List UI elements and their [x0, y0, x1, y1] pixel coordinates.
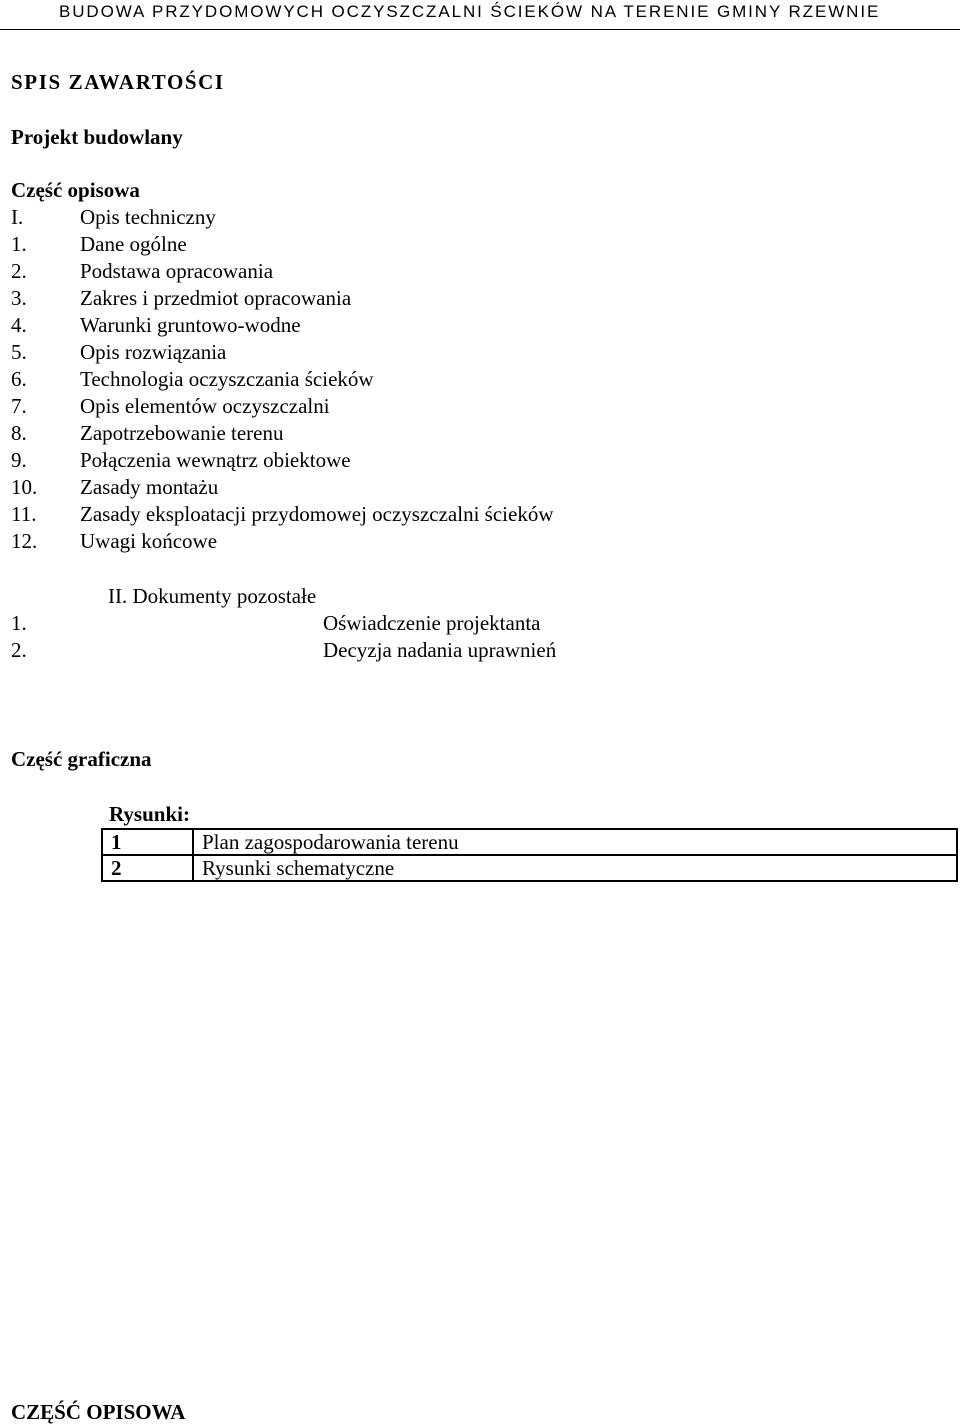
- other-doc-label: Decyzja nadania uprawnień: [323, 638, 557, 662]
- toc-item-label: Opis rozwiązania: [80, 340, 227, 364]
- toc-item: [11, 367, 374, 392]
- toc-item-label: Opis elementów oczyszczalni: [80, 394, 330, 418]
- toc-item-label: Warunki gruntowo-wodne: [80, 313, 301, 337]
- table-row: [102, 829, 957, 855]
- toc-item: [11, 259, 273, 284]
- toc-item: [11, 394, 330, 419]
- toc-item-label: Połączenia wewnątrz obiektowe: [80, 448, 351, 472]
- header-title: BUDOWA PRZYDOMOWYCH OCZYSZCZALNI ŚCIEKÓW NA TERENIE GMINY RZEWNIE: [59, 2, 881, 21]
- toc-item-number: 12.: [11, 529, 38, 553]
- toc-item-number: 2.: [11, 259, 27, 283]
- toc-item-number: 4.: [11, 313, 27, 337]
- other-doc-label: Oświadczenie projektanta: [323, 611, 541, 635]
- section-one-number: I.: [11, 205, 24, 229]
- section-two-heading: II. Dokumenty pozostałe: [108, 584, 317, 608]
- toc-item: [11, 502, 553, 527]
- toc-item-number: 7.: [11, 394, 27, 418]
- toc-item-number: 9.: [11, 448, 27, 472]
- toc-item-label: Uwagi końcowe: [80, 529, 218, 553]
- toc-item-number: 1.: [11, 232, 27, 256]
- toc-item: [11, 313, 301, 338]
- part-descriptive-heading: Część opisowa: [11, 178, 140, 202]
- toc-item-number: 3.: [11, 286, 27, 310]
- other-doc-number: 1.: [11, 611, 27, 635]
- toc-item: [11, 421, 283, 446]
- footer-heading: CZĘŚĆ OPISOWA: [11, 1400, 186, 1424]
- toc-item-label: Zasady eksploatacji przydomowej oczyszczalni ścieków: [80, 502, 554, 526]
- drawings-label: Rysunki:: [109, 802, 190, 826]
- page-header: [0, 0, 960, 30]
- toc-item-number: 5.: [11, 340, 27, 364]
- toc-title: SPIS ZAWARTOŚCI: [11, 70, 225, 94]
- drawing-label: Rysunki schematyczne: [193, 855, 957, 881]
- project-label: Projekt budowlany: [11, 125, 183, 149]
- drawing-number: 1: [102, 829, 193, 855]
- drawing-label: Plan zagospodarowania terenu: [193, 829, 957, 855]
- toc-item-label: Podstawa opracowania: [80, 259, 274, 283]
- toc-item: [11, 529, 217, 554]
- toc-item-label: Zasady montażu: [80, 475, 219, 499]
- toc-item-number: 6.: [11, 367, 27, 391]
- toc-item: [11, 286, 351, 311]
- table-row: [102, 855, 957, 881]
- toc-item: [11, 448, 351, 473]
- section-one-label: Opis techniczny: [80, 205, 216, 229]
- part-graphic-heading: Część graficzna: [11, 747, 152, 771]
- drawing-number: 2: [102, 855, 193, 881]
- toc-item-label: Zakres i przedmiot opracowania: [80, 286, 352, 310]
- other-doc-number: 2.: [11, 638, 27, 662]
- toc-item-label: Dane ogólne: [80, 232, 187, 256]
- section-one-row: [11, 205, 216, 230]
- toc-item-label: Zapotrzebowanie terenu: [80, 421, 284, 445]
- toc-item-number: 8.: [11, 421, 27, 445]
- toc-item: [11, 475, 218, 500]
- toc-item-label: Technologia oczyszczania ścieków: [80, 367, 374, 391]
- toc-item: [11, 232, 187, 257]
- toc-item: [11, 340, 226, 365]
- toc-item-number: 10.: [11, 475, 38, 499]
- toc-item-number: 11.: [11, 502, 37, 526]
- drawings-table: [101, 828, 958, 882]
